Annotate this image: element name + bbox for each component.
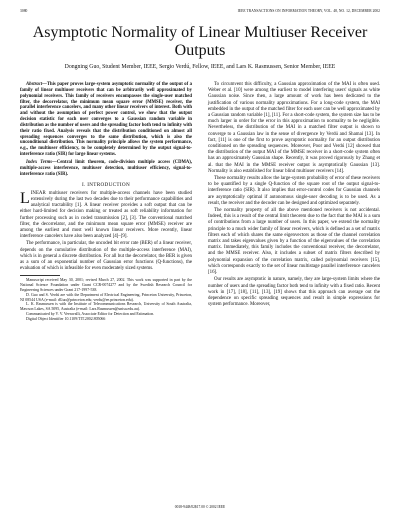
abstract bbox=[20, 82, 192, 158]
running-header bbox=[20, 9, 380, 17]
right-column bbox=[208, 82, 380, 309]
copyright-footer: 0018-9448/02$17.00 © 2002 IEEE bbox=[174, 505, 226, 509]
footnote-authors-princeton: D. Guo and S. Verdú are with the Department of Electrical Engineering, Princeton University, Princeton, NJ 08544 USA (e-mail: dGuo@princeton.edu; verdu@ee.princeton.edu). bbox=[20, 292, 192, 302]
author-line: Dongning Guo, Student Member, IEEE, Sergio Verdú, Fellow, IEEE, and Lars K. Rasmussen, Senior Member, IEEE bbox=[64, 64, 336, 70]
abstract-label: Abstract— bbox=[26, 82, 47, 87]
abstract-text: This paper proves large-system asymptotic normality of the output of a family of linear multiuser receivers that can be arbitrarily well approximated by polynomial receivers. This family of receivers encompasses the single-user matched filter, the decorrelator, the minimum mean square error (MMSE) receiver, the parallel interference cancelers, and many other linear receivers of interest. Both with and without the assumption of perfect power control, we show that the output decision statistic for each user converges to a Gaussian random variable in distribution as the number of users and the spreading factor both tend to infinity with their ratio fixed. Analysis reveals that the distribution conditioned on almost all spreading sequences converges to the same distribution, which is also the unconditional distribution. This normality principle allows the system performance, e.g., the multiuser efficiency, to be completely determined by the output signal-to-interference ratio (SIR) for large linear systems. bbox=[20, 82, 192, 158]
section-heading: I. INTRODUCTION bbox=[81, 181, 130, 188]
body-paragraph-2: These normality results allow the large-system probability of error of these receivers to be quantified by a single Q-function of the square root of the output signal-to-interference ratio (SIR). It also implies that error-control codes for Gaussian channels are asymptotically optimal if autonomous single-user decoding is to be used. As a result, the receiver and the decoder can be designed and optimized separately. bbox=[208, 176, 380, 206]
footnote-author-rasmussen: L. K. Rasmussen is with the Institute of Telecommunications Research, University of South Australia, Mawson Lakes, SA 5095, Australia (e-mail: Lars.Rasmussen@unisa.edu.au). bbox=[20, 302, 192, 312]
footnote-doi: Digital Object Identifier 10.1109/TIT.2002.805066 bbox=[26, 317, 106, 322]
intro-paragraph-1-text: INEAR multiuser receivers for multiple-access channels have been studied extensively during the last two decades due to their performance capabilities and analytical tractability [1]. A linear receiver provides a soft output that can be either hard-limited for decision making or treated as soft reliability information for further processing such as in coded transmission [2], [3]. The conventional matched filter, the decorrelator, and the minimum mean square error (MMSE) receiver are among the earliest and most well known linear receivers. More recently, linear interference cancelers have also been analyzed [4]–[9]. bbox=[20, 190, 192, 240]
footnote-manuscript: Manuscript received May 30, 2001; revised March 27, 2002. This work was supported in part by the National Science Foundation under Grant CCR-0074277 and by the Swedish Research Council for Engineering Sciences under Grant 217-1997-538. bbox=[20, 277, 192, 292]
index-terms-label: Index Terms— bbox=[26, 159, 57, 165]
footnote-divider bbox=[20, 275, 60, 276]
body-paragraph-3: The normality property of all the above mentioned receivers is not accidental. Indeed, this is a result of the central limit theorem due to the fact that the MAI is a sum of contributions from a large number of users. In this paper, we extend the normality principle to a much wider family of linear receivers, which is defined as a set of matrix filters each of which shares the same eigenvectors as those of the channel correlation matrix and takes eigenvalues given by a function of the eigenvalues of the correlation matrix. Immediately, this family includes the conventional receiver, the decorrelator, and the MMSE receiver. Also, it includes a subset of matrix filters described by polynomial expansion of the correlation matrix, called polynomial receivers [15], which corresponds exactly to the set of linear multistage parallel interference cancelers [16]. bbox=[208, 208, 380, 276]
intro-paragraph-1 bbox=[20, 191, 192, 241]
paper-title: Asymptotic Normality of Linear Multiuser Receiver Outputs bbox=[32, 24, 368, 59]
body-paragraph-1: To circumvent this difficulty, a Gaussian approximation of the MAI is often used. Weber et al. [10] were among the earliest to model interfering users' signals as white Gaussian noise. Since then, a large amount of work has been dedicated to the justification of various normality approximations. For a long-code system, the MAI embedded in the output of the matched filter for each user can be well approximated by a Gaussian random variable [1], [11]. For a short-code system, the system size has to be much larger in order for the error in this approximation to normality to be negligible. Nevertheless, the distribution of the MAI in a matched filter output is shown to converge to a Gaussian law in the sense of divergence by Verdú and Shamai [13]. In fact, [11] is one of the first to prove asymptotic normality for an output distribution conditioned on the spreading sequences. Moreover, Poor and Verdú [12] showed that the distribution of the output MAI of the MMSE receiver in a short-code system often has an approximately Gaussian shape. Recently, it was proved rigorously by Zhang et al. that the MAI in the MMSE receiver output is asymptotically Gaussian [13]. Normality is also established for linear blind multiuser receivers [14]. bbox=[208, 82, 380, 174]
drop-cap: L bbox=[20, 189, 30, 207]
index-terms-text: Central limit theorem, code-division multiple access (CDMA), multiple-access interference, multiuser detection, multiuser efficiency, signal-to-interference ratio (SIR). bbox=[20, 159, 192, 177]
footnotes bbox=[20, 278, 192, 322]
body-paragraph-4: Our results are asymptotic in nature, namely, they are large-system limits where the number of users and the spreading factor both tend to infinity with a fixed ratio. Recent work in [17], [18], [11], [13], [19] shows that this approach can average out the dependence on specific spreading sequences and result in simple expressions for system performance. Moreover, bbox=[208, 277, 380, 308]
footnote-communicated: Communicated by V. V. Veeravalli, Associate Editor for Detection and Estimation. bbox=[26, 312, 155, 317]
index-terms bbox=[20, 160, 192, 178]
intro-paragraph-2: The performance, in particular, the uncoded bit error rate (BER) of a linear receiver, depends on the cumulative distribution of the multiple-access interference (MAI), which is in general a discrete distribution. For all but the decorrelator, the BER is given as a sum of an exponential number of Gaussian error functions (Q-functions), the evaluation of which is infeasible for even moderately sized systems. bbox=[20, 241, 192, 272]
left-column bbox=[20, 82, 192, 322]
page-number: 3080 bbox=[20, 9, 28, 13]
journal-header: IEEE TRANSACTIONS ON INFORMATION THEORY, VOL. 48, NO. 12, DECEMBER 2002 bbox=[237, 9, 380, 13]
